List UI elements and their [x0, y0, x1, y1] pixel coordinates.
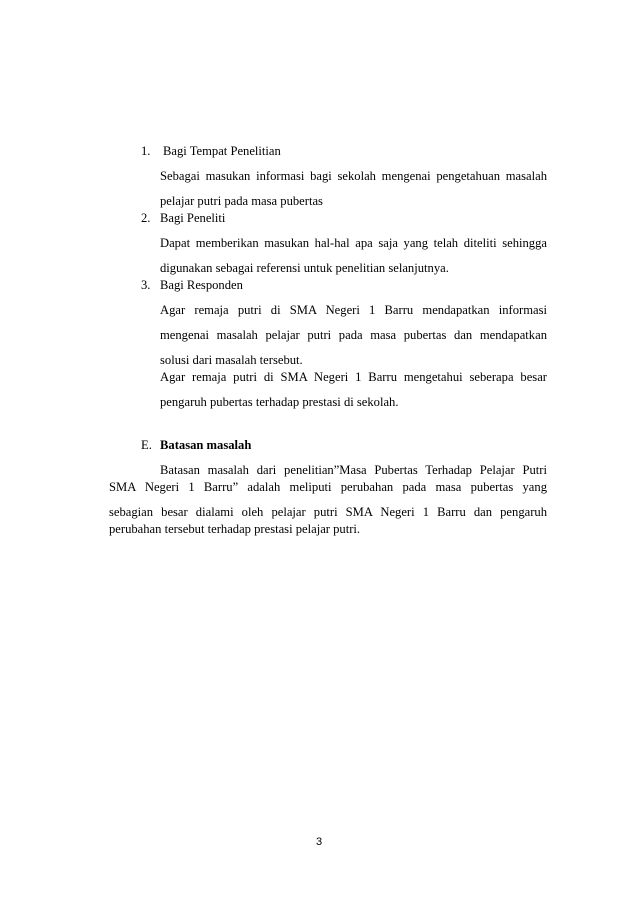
list-body-2-line-2: digunakan sebagai referensi untuk penelitian selanjutnya.: [160, 261, 449, 275]
list-body-3-line-2: mengenai masalah pelajar putri pada masa pubertas dan mendapatkan: [160, 328, 547, 342]
list-body-3-line-3: solusi dari masalah tersebut.: [160, 353, 303, 367]
section-heading: Batasan masalah: [160, 438, 252, 452]
list-number-2: 2.: [141, 211, 151, 225]
section-body-line-2: SMA Negeri 1 Barru” adalah meliputi perubahan pada masa pubertas yang: [109, 480, 547, 494]
list-number-3: 3.: [141, 278, 151, 292]
list-body-3-line-4: Agar remaja putri di SMA Negeri 1 Barru mengetahui seberapa besar: [160, 370, 547, 384]
list-body-2-line-1: Dapat memberikan masukan hal-hal apa saja yang telah diteliti sehingga: [160, 236, 547, 250]
list-body-3-line-1: Agar remaja putri di SMA Negeri 1 Barru mendapatkan informasi: [160, 303, 547, 317]
section-body-line-3: sebagian besar dialami oleh pelajar putri SMA Negeri 1 Barru dan pengaruh: [109, 505, 547, 519]
list-title-3: Bagi Responden: [160, 278, 243, 292]
section-body-line-4: perubahan tersebut terhadap prestasi pelajar putri.: [109, 522, 361, 536]
page-number: 3: [315, 836, 323, 848]
section-letter: E.: [141, 438, 152, 452]
section-body-line-1: Batasan masalah dari penelitian”Masa Pubertas Terhadap Pelajar Putri: [160, 463, 547, 477]
list-body-1-line-1: Sebagai masukan informasi bagi sekolah mengenai pengetahuan masalah: [160, 169, 547, 183]
list-number-1: 1.: [141, 144, 151, 158]
list-body-3-line-5: pengaruh pubertas terhadap prestasi di sekolah.: [160, 395, 399, 409]
list-title-1: Bagi Tempat Penelitian: [163, 144, 281, 158]
list-body-1-line-2: pelajar putri pada masa pubertas: [160, 194, 323, 208]
list-title-2: Bagi Peneliti: [160, 211, 226, 225]
